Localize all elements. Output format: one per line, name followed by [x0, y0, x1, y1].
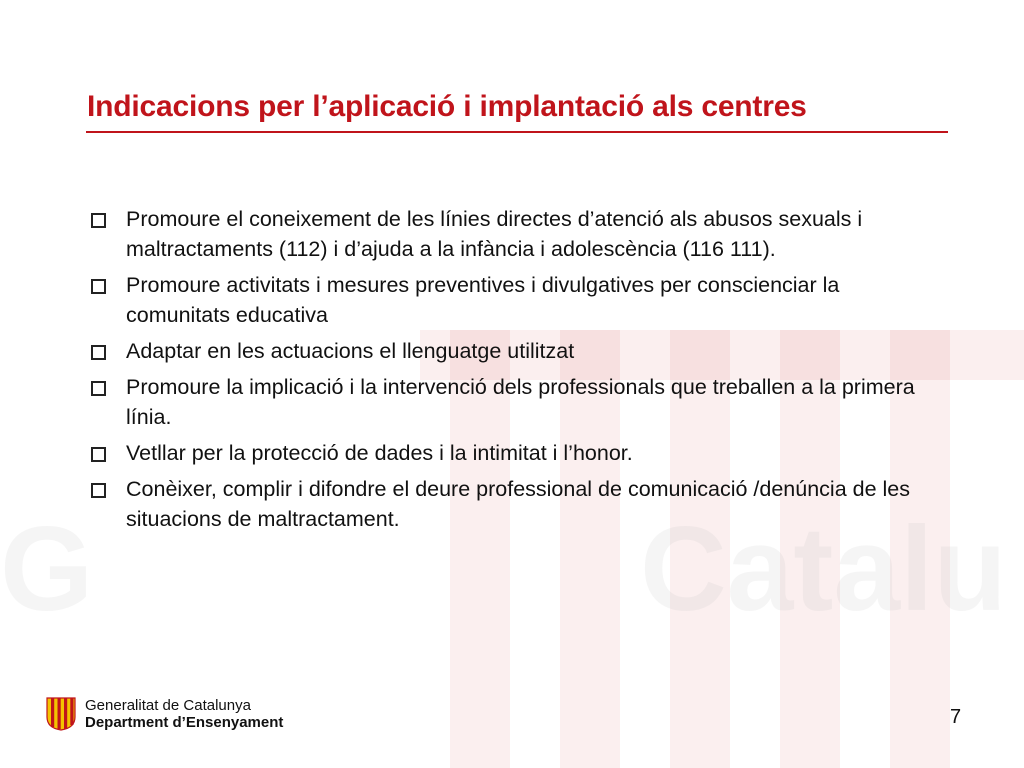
- list-item-text: Promoure la implicació i la intervenció dels professionals que treballen a la primera línia.: [126, 375, 915, 429]
- square-bullet-icon: [91, 345, 106, 360]
- list-item-text: Promoure el coneixement de les línies directes d’atenció als abusos sexuals i maltractaments (112) i d’ajuda a la infància i adolescència (116 111).: [126, 207, 863, 261]
- square-bullet-icon: [91, 381, 106, 396]
- list-item: [88, 474, 928, 534]
- list-item-text: Adaptar en les actuacions el llenguatge utilitzat: [126, 339, 575, 363]
- list-item-text: Conèixer, complir i difondre el deure professional de comunicació /denúncia de les situacions de maltractament.: [126, 477, 911, 531]
- title-underline: [86, 131, 948, 133]
- square-bullet-icon: [91, 483, 106, 498]
- list-item-text: Promoure activitats i mesures preventives i divulgatives per conscienciar la comunitats educativa: [126, 273, 840, 327]
- square-bullet-icon: [91, 447, 106, 462]
- list-item: [88, 204, 928, 264]
- page-title: Indicacions per l’aplicació i implantació als centres: [87, 90, 807, 123]
- background-watermark: G Catalu: [0, 0, 1024, 768]
- org-name: Generalitat de Catalunya: [85, 697, 251, 714]
- logo-text: [85, 697, 283, 731]
- square-bullet-icon: [91, 279, 106, 294]
- department-name: Department d’Ensenyament: [85, 714, 284, 731]
- square-bullet-icon: [91, 213, 106, 228]
- generalitat-logo: [46, 697, 283, 731]
- list-item: [88, 336, 928, 366]
- page-number: 7: [950, 706, 962, 728]
- bullet-list: [88, 204, 928, 540]
- senyera-emblem-icon: [46, 697, 76, 731]
- list-item: [88, 438, 928, 468]
- list-item: [88, 270, 928, 330]
- list-item: [88, 372, 928, 432]
- list-item-text: Vetllar per la protecció de dades i la intimitat i l’honor.: [126, 441, 633, 465]
